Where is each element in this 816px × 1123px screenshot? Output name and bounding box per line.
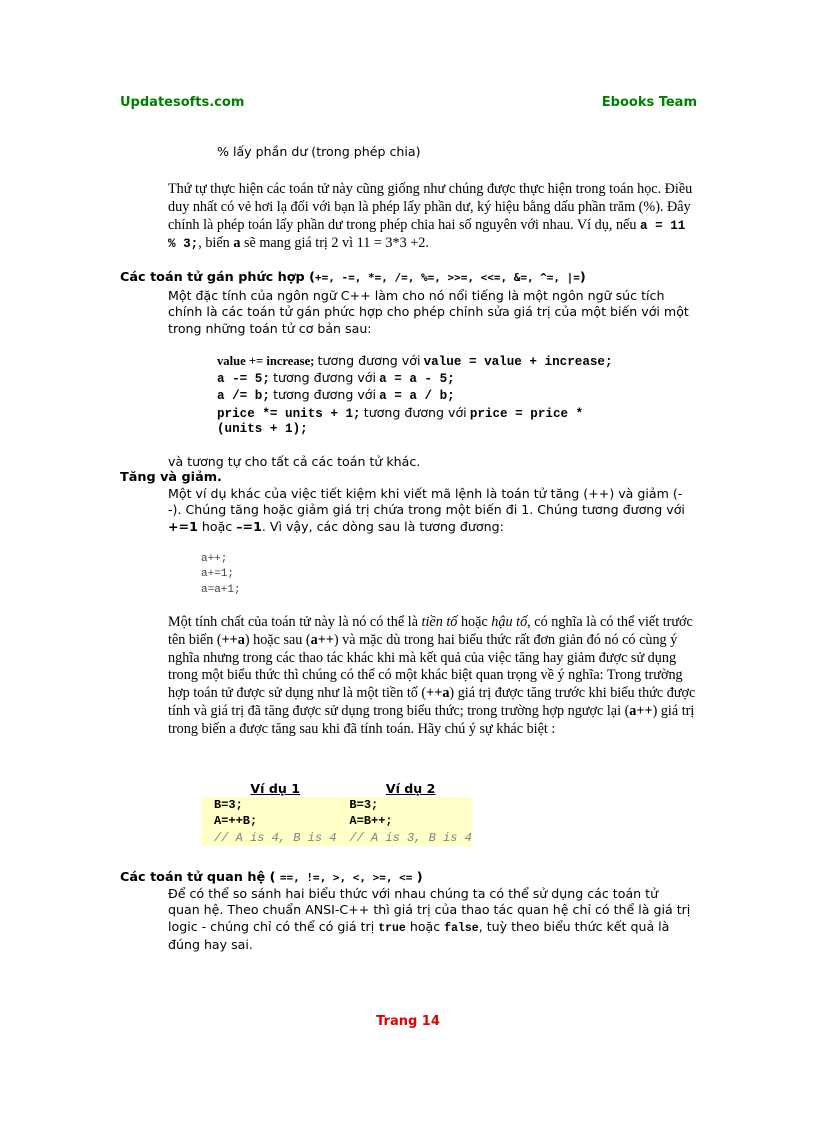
increment-code-sample: a++; a+=1; a=a+1; (201, 553, 241, 596)
table-cell: A=B++; (336, 813, 471, 830)
header-left: Updatesofts.com (120, 95, 245, 110)
table-cell: // A is 4, B is 4 (201, 830, 336, 847)
mod-operator-line: % lấy phần dư (trong phép chia) (217, 144, 421, 159)
table-cell: A=++B; (201, 813, 336, 830)
compound-assignment-description: Một đặc tính của ngôn ngữ C++ làm cho nó nổi tiếng là một ngôn ngữ súc tích chính là các toán tử gán phức hợp cho phép chỉnh sửa giá trị của một biến với một trong những toán tử cơ bản sau: (168, 288, 689, 336)
section-heading-compound-assignment: Các toán tử gán phức hợp (+=, -=, *=, /=, %=, >>=, <<=, &=, ^=, |=) (120, 270, 586, 285)
example-2-header: Ví dụ 2 (385, 780, 436, 796)
page-number: Trang 14 (376, 1014, 440, 1029)
inline-code: a = 11 % 3; (168, 218, 686, 252)
code-line: value += increase; tương đương với value = value + increase; (217, 353, 613, 369)
relational-description: Để có thể so sánh hai biểu thức với nhau chúng ta có thể sử dụng các toán tử quan hệ. Theo chuẩn ANSI-C++ thì giá trị của thao tác quan hệ chỉ có thể là giá trị logic - chúng chỉ có thể có giá trị true hoặc false, tuỳ theo biểu thức kết quả là đúng hay sai. (168, 886, 691, 952)
prefix-postfix-paragraph: Một tính chất của toán tử này là nó có thể là tiền tố hoặc hậu tố, có nghĩa là có thể viết trước tên biến (++a) hoặc sau (a++) và mặc dù trong hai biểu thức rất đơn giản đó nó có cùng ý nghĩa nhưng trong các thao tác khác khi mà kết quả của việc tăng hay giảm được sử dụng trong một biểu thức thì chúng có thể có một khác biệt quan trọng về ý nghĩa: Trong trường hợp toán tử được sử dụng như là một tiền tố (++a) giá trị được tăng trước khi biểu thức được tính và giá trị đã tăng được sử dụng trong biểu thức; trong trường hợp ngược lại (a++) giá trị trong biến a được tăng sau khi đã tính toán. Hãy chú ý sự khác biệt : (168, 614, 696, 737)
paragraph-modulo: Thứ tự thực hiện các toán tử này cũng giống như chúng được thực hiện trong toán học. Điều duy nhất có vẻ hơi lạ đối với bạn là phép lấy phần dư, ký hiệu bằng dấu phần trăm (%). Đây chính là phép toán lấy phần dư trong phép chia hai số nguyên với nhau. Ví dụ, nếu a = 11 % 3;, biến a sẽ mang giá trị 2 vì 11 = 3*3 +2. (168, 181, 693, 252)
table-cell: B=3; (336, 797, 471, 814)
section-heading-relational: Các toán tử quan hệ ( ==, !=, >, <, >=, <= ) (120, 870, 423, 885)
compound-assignment-examples (217, 352, 613, 438)
header-right: Ebooks Team (601, 95, 697, 110)
table-cell: B=3; (201, 797, 336, 814)
code-line: a -= 5; tương đương với a = a - 5; (217, 370, 455, 387)
example-1-header: Ví dụ 1 (250, 780, 300, 796)
section-heading-increment: Tăng và giảm. (120, 470, 222, 485)
compound-assignment-closing: và tương tự cho tất cả các toán tử khác. (168, 454, 421, 469)
code-line: price *= units + 1; tương đương với price = price * (217, 404, 584, 421)
code-line: (units + 1); (217, 421, 308, 436)
code-line: a /= b; tương đương với a = a / b; (217, 387, 455, 404)
table-cell: // A is 3, B is 4 (336, 830, 471, 847)
increment-description: Một ví dụ khác của việc tiết kiệm khi viết mã lệnh là toán tử tăng (++) và giảm (--). Chúng tăng hoặc giảm giá trị chứa trong một biến đi 1. Chúng tương đương với +=1 hoặc –=1. Vì vậy, các dòng sau là tương đương: (168, 486, 685, 534)
examples-table (201, 780, 472, 846)
